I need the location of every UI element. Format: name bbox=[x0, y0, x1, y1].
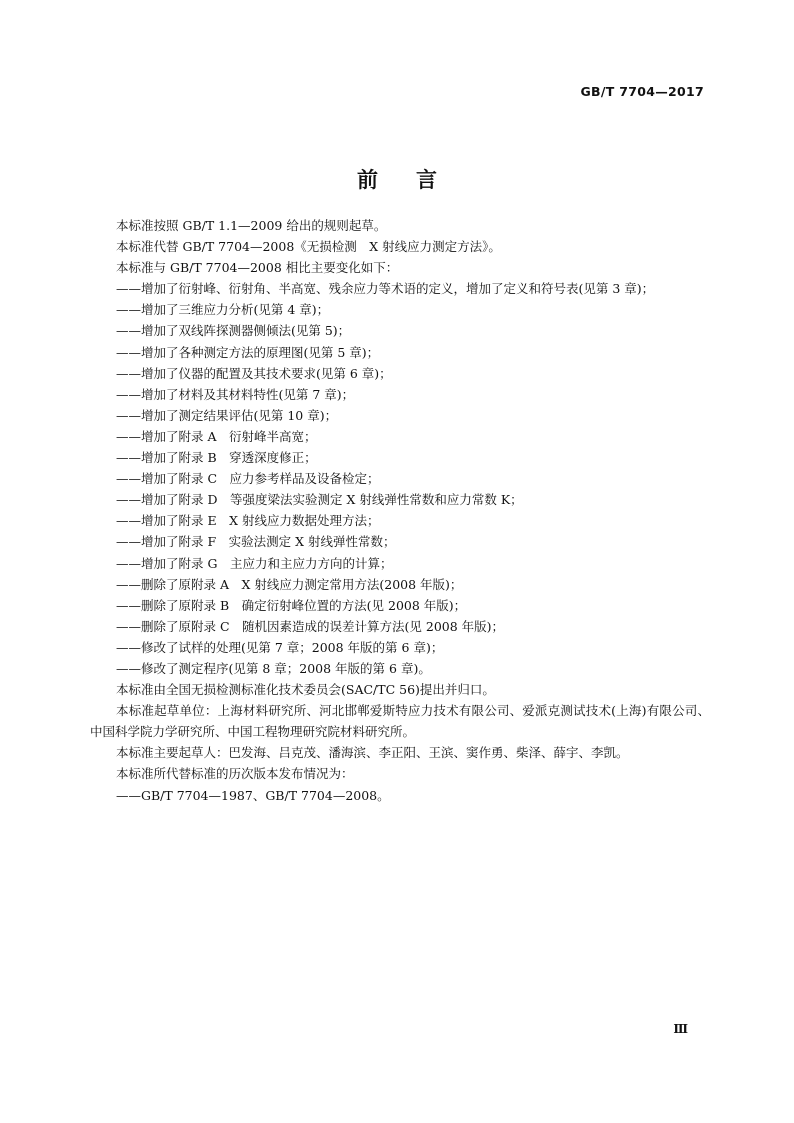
paragraph-proposer: 本标准由全国无损检测标准化技术委员会(SAC/TC 56)提出并归口。 bbox=[116, 682, 495, 698]
change-item: ——增加了附录 G 主应力和主应力方向的计算； bbox=[116, 555, 393, 571]
paragraph-history-intro: 本标准所代替标准的历次版本发布情况为： bbox=[116, 766, 354, 782]
paragraph-drafters: 本标准主要起草人：巴发海、吕克茂、潘海滨、李正阳、王滨、窦作勇、柴泽、薛宇、李凯。 bbox=[116, 745, 629, 761]
change-item: ——删除了原附录 A X 射线应力测定常用方法(2008 年版)； bbox=[116, 576, 463, 592]
change-item: ——增加了附录 B 穿透深度修正； bbox=[116, 450, 317, 466]
change-item: ——增加了双线阵探测器侧倾法(见第 5)； bbox=[116, 323, 351, 339]
change-item: ——修改了试样的处理(见第 7 章；2008 年版的第 6 章)； bbox=[116, 639, 444, 655]
change-item: ——增加了衍射峰、衍射角、半高宽、残余应力等术语的定义，增加了定义和符号表(见第 3 章)； bbox=[116, 281, 655, 297]
change-item: ——增加了材料及其材料特性(见第 7 章)； bbox=[116, 386, 355, 402]
foreword-body bbox=[90, 215, 710, 806]
page-number: Ⅲ bbox=[673, 1022, 688, 1036]
paragraph-drafting-units: 本标准起草单位：上海材料研究所、河北邯郸爱斯特应力技术有限公司、爱派克测试技术(上海)有限公司、中国科学院力学研究所、中国工程物理研究院材料研究所。 bbox=[90, 703, 710, 740]
paragraph-drafting-rules: 本标准按照 GB/T 1.1—2009 给出的规则起草。 bbox=[116, 218, 387, 233]
change-item: ——增加了附录 F 实验法测定 X 射线弹性常数； bbox=[116, 534, 396, 550]
change-item: ——增加了仪器的配置及其技术要求(见第 6 章)； bbox=[116, 365, 392, 381]
change-item: ——增加了附录 E X 射线应力数据处理方法； bbox=[116, 513, 380, 529]
change-item: ——增加了附录 A 衍射峰半高宽； bbox=[116, 428, 317, 444]
change-item: ——修改了测定程序(见第 8 章；2008 年版的第 6 章)。 bbox=[116, 660, 431, 676]
change-item: ——删除了原附录 C 随机因素造成的误差计算方法(见 2008 年版)； bbox=[116, 618, 505, 634]
change-item: ——删除了原附录 B 确定衍射峰位置的方法(见 2008 年版)； bbox=[116, 597, 467, 613]
change-item: ——增加了三维应力分析(见第 4 章)； bbox=[116, 302, 330, 318]
change-item: ——增加了附录 D 等强度梁法实验测定 X 射线弹性常数和应力常数 K； bbox=[116, 492, 523, 508]
paragraph-changes-intro: 本标准与 GB/T 7704—2008 相比主要变化如下： bbox=[116, 260, 399, 276]
history-item: ——GB/T 7704—1987、GB/T 7704—2008。 bbox=[116, 787, 390, 803]
change-item: ——增加了各种测定方法的原理图(见第 5 章)； bbox=[116, 344, 380, 360]
standard-code: GB/T 7704—2017 bbox=[580, 84, 704, 99]
change-item: ——增加了附录 C 应力参考样品及设备检定； bbox=[116, 471, 380, 487]
paragraph-replaces: 本标准代替 GB/T 7704—2008《无损检测 X 射线应力测定方法》。 bbox=[116, 239, 501, 255]
change-item: ——增加了测定结果评估(见第 10 章)； bbox=[116, 407, 338, 423]
page-title: 前言 bbox=[357, 167, 475, 193]
